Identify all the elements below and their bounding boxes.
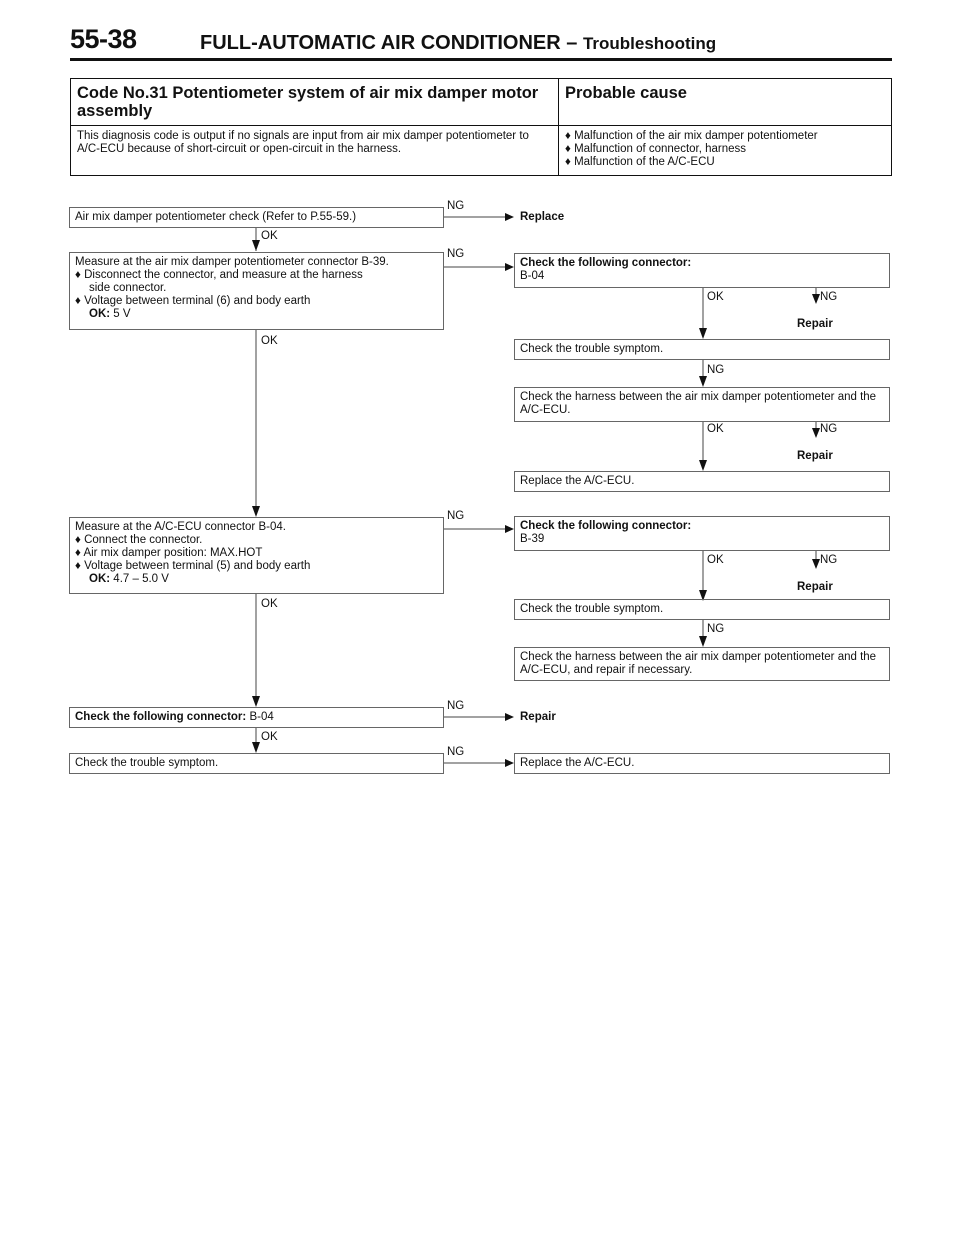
check-connector-b39: Check the following connector: B-39 (514, 516, 890, 551)
result-repair: Repair (797, 450, 833, 462)
ng-label: NG (707, 623, 725, 635)
ng-label: NG (447, 200, 465, 212)
check-harness: Check the harness between the air mix damper potentiometer and the A/C-ECU. (514, 387, 890, 422)
result-repair: Repair (797, 581, 833, 593)
check-harness-repair: Check the harness between the air mix damper potentiometer and the A/C-ECU, and repair if necessary. (514, 647, 890, 681)
step-measure-ecu: Measure at the A/C-ECU connector B-04. ♦ Connect the connector. ♦ Air mix damper position: MAX.HOT ♦ Voltage between terminal (5) and body earth OK: 4.7 – 5.0 V (69, 517, 444, 594)
ok-label: OK (261, 731, 278, 743)
ng-label: NG (447, 248, 465, 260)
ng-label: NG (707, 364, 725, 376)
probable-cause-title: Probable cause (565, 84, 687, 102)
step-check-trouble-symptom: Check the trouble symptom. (69, 753, 444, 774)
check-connector-b04: Check the following connector: B-04 (514, 253, 890, 288)
page-title-separator: – (566, 32, 578, 54)
step-measure-potentiometer: Measure at the air mix damper potentiometer connector B-39. ♦ Disconnect the connector, and measure at the harness side connector. ♦ Voltage between terminal (6) and body earth OK: 5 V (69, 252, 444, 330)
page-title-main: FULL-AUTOMATIC AIR CONDITIONER (200, 32, 561, 54)
check-trouble-symptom: Check the trouble symptom. (514, 339, 890, 360)
ok-label: OK (707, 423, 724, 435)
diagnosis-code-title: Code No.31 Potentiometer system of air mix damper motor assembly (77, 84, 539, 120)
check-trouble-symptom: Check the trouble symptom. (514, 599, 890, 620)
diagnosis-description: This diagnosis code is output if no signals are input from air mix damper potentiometer to A/C-ECU because of short-circuit or open-circuit in the harness. (77, 130, 529, 155)
result-replace: Replace (520, 211, 565, 223)
page-title-sub: Troubleshooting (582, 34, 717, 53)
ok-label: OK (261, 598, 278, 610)
ng-label: NG (820, 554, 838, 566)
ok-label: OK (707, 291, 724, 303)
ok-label: OK (261, 230, 278, 242)
step-potentiometer-check: Air mix damper potentiometer check (Refer to P.55-59.) (69, 207, 444, 228)
replace-ecu: Replace the A/C-ECU. (514, 471, 890, 492)
page-number: 55-38 (70, 24, 137, 54)
result-repair: Repair (520, 711, 556, 723)
cause-item: ♦ Malfunction of the A/C-ECU (565, 156, 715, 168)
ok-label: OK (707, 554, 724, 566)
ok-label: OK (261, 335, 278, 347)
ng-label: NG (447, 746, 465, 758)
cause-item: ♦ Malfunction of the air mix damper potentiometer (565, 130, 818, 142)
ng-label: NG (820, 423, 838, 435)
cause-item: ♦ Malfunction of connector, harness (565, 143, 747, 155)
ng-label: NG (447, 700, 465, 712)
result-replace-ecu: Replace the A/C-ECU. (514, 753, 890, 774)
ng-label: NG (447, 510, 465, 522)
result-repair: Repair (797, 318, 833, 330)
ng-label: NG (820, 291, 838, 303)
step-check-connector-b04: Check the following connector: B-04 (69, 707, 444, 728)
